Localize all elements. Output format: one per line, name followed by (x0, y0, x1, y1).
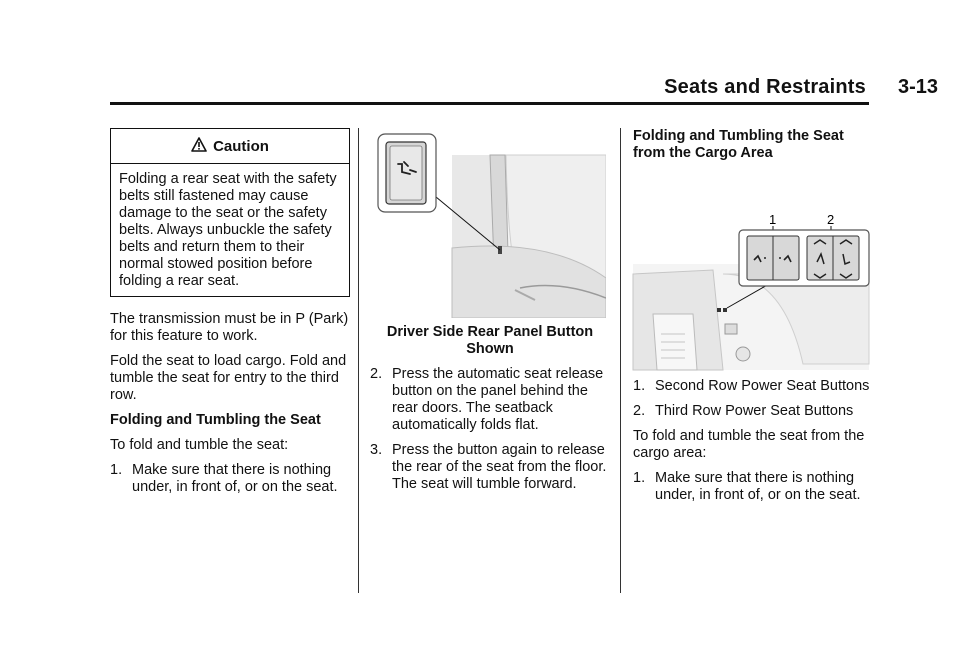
item-number: 2. (633, 403, 646, 419)
step-number: 3. (370, 442, 383, 458)
list-item (633, 378, 873, 395)
steps-list (110, 462, 350, 496)
page-number: 3-13 (897, 76, 938, 98)
list-item (633, 403, 873, 420)
step-text: Press the automatic seat release button on the panel behind the rear doors. The seatback automatically folds flat. (392, 366, 604, 433)
header-rule (110, 102, 869, 105)
paragraph-intro: To fold and tumble the seat from the cargo area: (633, 428, 865, 461)
column-middle (370, 128, 610, 501)
step-text: Make sure that there is nothing under, in front of, or on the seat. (655, 470, 861, 503)
item-number: 1. (633, 378, 646, 394)
subheading: Folding and Tumbling the Seat from the Cargo Area (633, 128, 844, 161)
step-text: Press the button again to release the rear of the seat from the floor. The seat will tumble forward. (392, 442, 607, 492)
paragraph-transmission: The transmission must be in P (Park) for this feature to work. (110, 311, 349, 344)
column-left (110, 128, 350, 504)
caution-header (111, 129, 349, 164)
paragraph-fold: Fold the seat to load cargo. Fold and tumble the seat for entry to the third row. (110, 353, 347, 403)
column-divider (358, 128, 359, 593)
step-number: 1. (633, 470, 646, 486)
steps-list (370, 366, 610, 493)
column-right (633, 128, 873, 512)
caution-icon (191, 137, 207, 156)
legend-list (633, 378, 873, 420)
item-text: Second Row Power Seat Buttons (655, 378, 870, 394)
paragraph-intro: To fold and tumble the seat: (110, 437, 289, 453)
callout-1: 1 (769, 212, 777, 227)
caution-text: Folding a rear seat with the safety belts still fastened may cause damage to the seat or the safety belts. Always unbuckle the safety belts and return them to their normal stowed position before folding a rear seat. (119, 171, 337, 289)
step-number: 2. (370, 366, 383, 382)
cargo-area-figure (633, 174, 869, 370)
figure-caption: Driver Side Rear Panel Button Shown (386, 324, 594, 357)
step-text: Make sure that there is nothing under, in front of, or on the seat. (132, 462, 338, 495)
steps-list (633, 470, 873, 504)
section-title: Seats and Restraints (664, 76, 866, 98)
step-number: 1. (110, 462, 123, 478)
subheading: Folding and Tumbling the Seat (110, 412, 321, 428)
caution-box (110, 128, 350, 297)
list-item (370, 366, 610, 434)
column-divider (620, 128, 621, 593)
rear-panel-figure (370, 128, 606, 318)
callout-2: 2 (827, 212, 835, 227)
list-item (110, 462, 350, 496)
caution-label: Caution (213, 137, 269, 155)
list-item (370, 442, 610, 493)
item-text: Third Row Power Seat Buttons (655, 403, 854, 419)
list-item (633, 470, 873, 504)
